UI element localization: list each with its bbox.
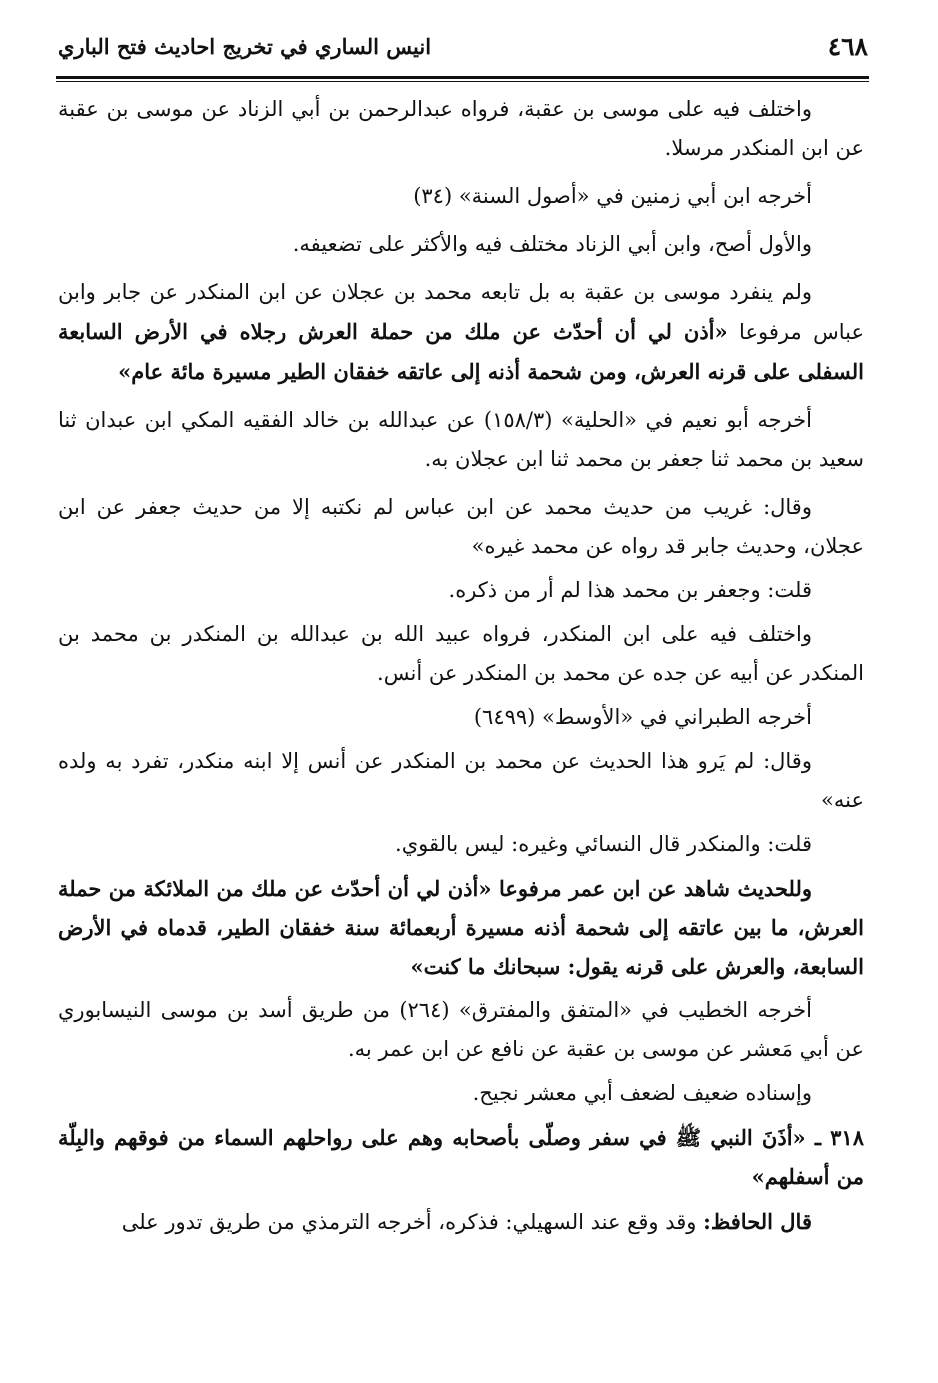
- paragraph: وقال: غريب من حديث محمد عن ابن عباس لم نكتبه إلا من حديث جعفر عن ابن عجلان، وحديث جابر قد رواه عن محمد غيره»: [58, 495, 864, 558]
- header-rule-thin: [56, 81, 869, 82]
- paragraph-intro: ولم ينفرد موسى بن عقبة به بل تابعه محمد بن عجلان عن ابن المنكدر عن جابر وابن عباس مرفوعا: [58, 280, 865, 344]
- page-header: [58, 32, 868, 72]
- page-number: ٤٦٨: [827, 32, 868, 61]
- paragraph-text: وقد وقع عند السهيلي: فذكره، أخرجه الترمذي من طريق تدور على: [121, 1210, 704, 1234]
- paragraph: أخرجه أبو نعيم في «الحلية» (١٥٨/٣) عن عبدالله بن خالد الفقيه المكي ابن عبدان ثنا سعيد بن محمد ثنا جعفر بن محمد ثنا ابن عجلان به.: [58, 408, 864, 471]
- hadith-text: «أذن لي أن أحدّث عن ملك من حملة العرش رجلاه في الأرض السابعة السفلى على قرنه العرش، ومن شحمة أذنه إلى عاتقه خفقان الطير مسيرة مائة عام»: [58, 319, 864, 384]
- hadith-entry-text: «أذَنَ النبي ﷺ في سفر وصلّى بأصحابه وهم على رواحلهم السماء من فوقهم والبِلّة من أسفلهم»: [58, 1125, 864, 1189]
- header-rule: [56, 76, 869, 79]
- paragraph: [58, 1202, 864, 1242]
- book-title: انيس الساري في تخريج احاديث فتح الباري: [58, 34, 432, 59]
- paragraph: والأول أصح، وابن أبي الزناد مختلف فيه والأكثر على تضعيفه.: [292, 232, 812, 256]
- paragraph: وللحديث شاهد عن ابن عمر مرفوعا «أذن لي أن أحدّث عن ملك من الملائكة من حملة العرش، ما بين عاتقه إلى شحمة أذنه مسيرة أربعمائة سنة خفقان الطير، قدماه في الأرض السابعة، والعرش على قرنه يقول: سبحانك ما كنت»: [58, 876, 864, 979]
- hadith-number: ٣١٨ ـ: [814, 1125, 864, 1150]
- paragraph: واختلف فيه على موسى بن عقبة، فرواه عبدالرحمن بن أبي الزناد عن موسى بن عقبة عن ابن المنكدر مرسلا.: [58, 97, 864, 160]
- page-body: [58, 90, 864, 1247]
- paragraph: أخرجه الخطيب في «المتفق والمفترق» (٢٦٤) من طريق أسد بن موسى النيسابوري عن أبي مَعشر عن موسى بن عقبة عن نافع عن ابن عمر به.: [58, 998, 864, 1061]
- paragraph: قلت: والمنكدر قال النسائي وغيره: ليس بالقوي.: [395, 832, 812, 856]
- paragraph-label: قال الحافظ:: [703, 1209, 812, 1234]
- hadith-entry: [58, 1118, 864, 1196]
- paragraph: واختلف فيه على ابن المنكدر، فرواه عبيد الله بن عبدالله بن المنكدر بن محمد بن المنكدر عن أبيه عن جده عن محمد بن المنكدر عن أنس.: [58, 622, 864, 685]
- paragraph: أخرجه ابن أبي زمنين في «أصول السنة» (٣٤): [413, 184, 812, 208]
- paragraph: قلت: وجعفر بن محمد هذا لم أر من ذكره.: [448, 578, 812, 602]
- paragraph: [58, 273, 864, 392]
- paragraph: وإسناده ضعيف لضعف أبي معشر نجيح.: [472, 1081, 812, 1105]
- paragraph: أخرجه الطبراني في «الأوسط» (٦٤٩٩): [473, 705, 812, 729]
- paragraph: وقال: لم يَرو هذا الحديث عن محمد بن المنكدر عن أنس إلا ابنه منكدر، تفرد به ولده عنه»: [58, 749, 864, 812]
